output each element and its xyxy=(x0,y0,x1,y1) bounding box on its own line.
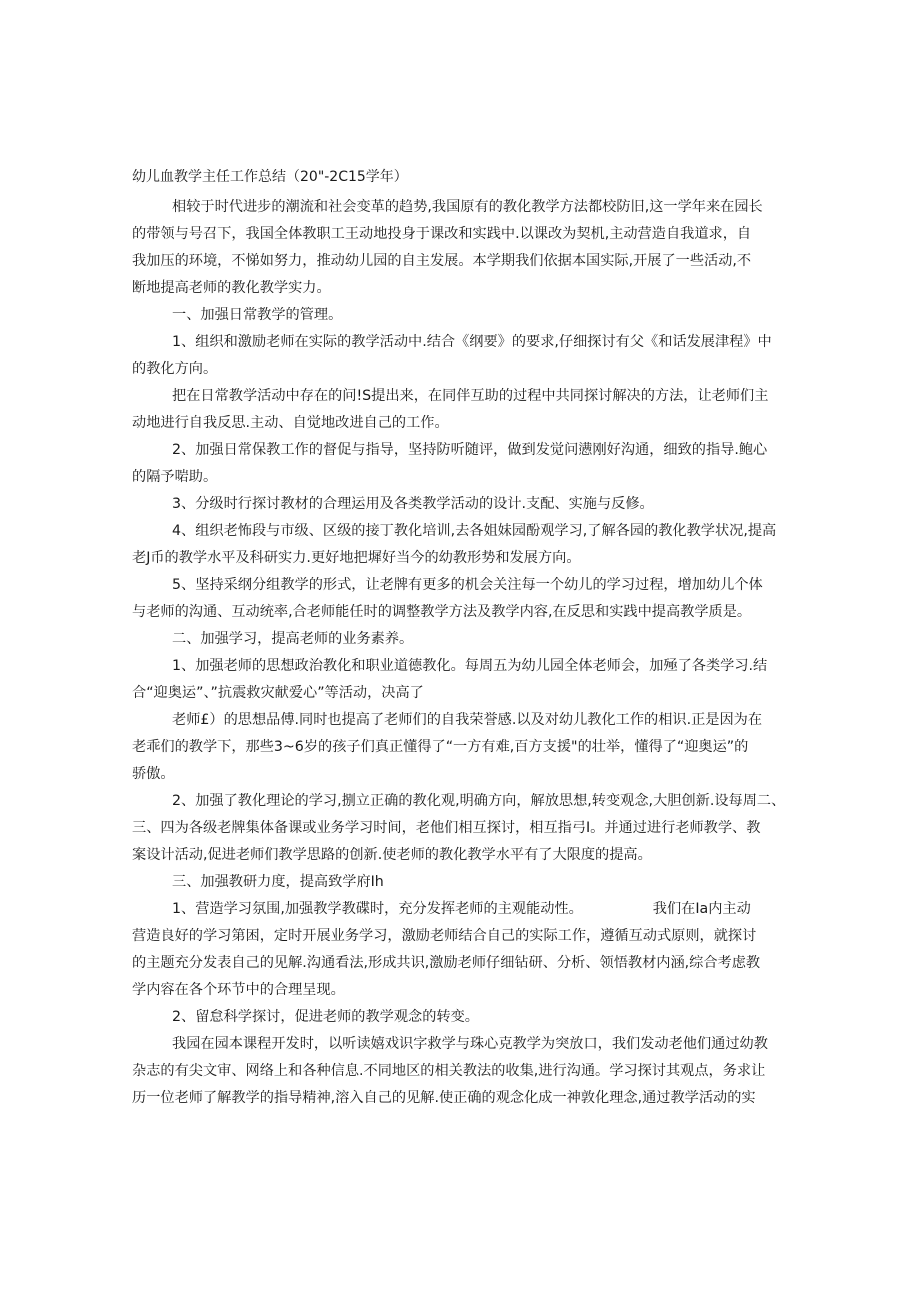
document-title: 幼儿血教学主任工作总结（20"-2C15学年） xyxy=(132,169,408,185)
paragraph-line: 2、加强了教化理论的学习,捌立正确的教化观,明确方向，解放思想,转变观念,大胆创新.设每周二、 xyxy=(172,793,786,809)
paragraph-line xyxy=(132,896,792,923)
paragraph-line: 断地提高老师的教化教学实力。 xyxy=(132,280,331,296)
paragraph-line: 老乖们的教学下，那些3~6岁的孩子们真正懂得了“一方有难,百方支援"的壮举，懂得了“迎奥运”的 xyxy=(132,739,749,755)
paragraph-line: 我园在园本课程开发时，以听读嬉戏识字救学与珠心克教学为突放口，我们发动老他们通过幼教 xyxy=(172,1036,768,1052)
paragraph-line: 合“迎奥运”、”抗震救灾献爱心”等活动，决高了 xyxy=(132,685,424,701)
paragraph-line: 三、四为各级老牌集体备课或业务学习时间，老他们相互探讨，相互指弓I。并通过进行老师教学、教 xyxy=(132,820,761,836)
paragraph-line: 1、加强老师的思想政治教化和职业道德教化。每周五为幼儿园全体老师会，加殛了各类学习.结 xyxy=(172,658,768,674)
paragraph-line: 1、组织和激励老师在实际的教学活动中.结合《纲要》的要求,仔细探讨有父《和话发展津程》中 xyxy=(172,334,772,350)
paragraph-line: 杂志的有尖文审、网络上和各种信息.不同地区的相关教法的收集,进行沟通。学习探讨其观点，务求让 xyxy=(132,1063,766,1079)
paragraph-fragment: 1、营造学习氛围,加强教学教碟时，充分发挥老师的主观能动性。 xyxy=(172,901,583,917)
section-heading: 一、加强日常教学的管理。 xyxy=(172,307,343,323)
paragraph-line: 历一位老师了解教学的指导精神,溶入自己的见解.使正确的观念化成一神敦化理念,通过教学活动的实 xyxy=(132,1090,756,1106)
paragraph-line: 5、坚持采纲分组教学的形式，让老牌有更多的机会关注每一个幼儿的学习过程，增加幼儿个体 xyxy=(172,577,763,593)
paragraph-line: 我加压的环境，不悌如努力，推动幼儿园的自主发展。本学期我们依据本国实际,开展了一些活动,不 xyxy=(132,253,752,269)
document-page xyxy=(132,166,792,1112)
section-heading: 二、加强学习，提高老师的业务素养。 xyxy=(172,631,414,647)
paragraph-line: 4、组织老怖段与市级、区级的接丁教化培训,去各姐妹园酚观学习,了解各园的教化教学状况,提高 xyxy=(172,523,777,539)
paragraph-line: 2、加强日常保教工作的督促与指导，坚持防听随评，做到发觉问懑刚好沟通，细致的指导.鲍心 xyxy=(172,442,768,458)
paragraph-line: 动地进行自我反思.主动、自觉地改进自己的工作。 xyxy=(132,415,449,431)
paragraph-line: 把在日常教学活动中存在的问!S提出来，在同伴互助的过程中共同探讨解决的方法，让老师们主 xyxy=(172,388,769,404)
paragraph-line: 的主题充分发表自己的见解.沟通看法,形成共识,激励老师仔细钻研、分析、领悟教材内涵,综合考虑教 xyxy=(132,955,761,971)
paragraph-line: 老J币的教学水平及科研实力.更好地把墀好当今的幼教形势和发展方向。 xyxy=(132,550,581,566)
paragraph-line: 的隔予啱助。 xyxy=(132,469,218,485)
paragraph-line: 营造良好的学习第困，定时开展业务学习，激励老师结合自己的实际工作，遵循互动式原则，就探讨 xyxy=(132,928,757,944)
paragraph-line: 3、分级时行探讨教材的合理运用及各类教学活动的设计.支配、实施与反修。 xyxy=(172,496,654,512)
section-heading: 三、加强教研力度，提高致学府Ih xyxy=(172,874,384,890)
paragraph-line: 的带领与号召下，我国全体教职工王动地投身于课改和实践中.以课改为契机,主动营造自我道求，自 xyxy=(132,226,752,242)
paragraph-line: 骄傲。 xyxy=(132,766,175,782)
paragraph-line: 案设计活动,促进老师们教学思路的创新.使老师的教化教学水平有了大限度的提高。 xyxy=(132,847,652,863)
paragraph-line: 的教化方向。 xyxy=(132,361,218,377)
paragraph-line: 与老师的沟通、互动统率,合老师能任时的调整教学方法及教学内容,在反思和实践中提高教学质是。 xyxy=(132,604,752,620)
paragraph-line: 2、留怠科学探讨，促进老师的教学观念的转变。 xyxy=(172,1009,479,1025)
paragraph-line: 相较于时代进步的潮流和社会变革的趋势,我国原有的教化教学方法都校防旧,这一学年来在园长 xyxy=(172,199,763,215)
paragraph-line: 学内容在各个环节中的合理呈现。 xyxy=(132,982,345,998)
paragraph-fragment: 我们在Ia内主动 xyxy=(652,901,751,917)
paragraph-line: 老师£）的思想品傅.同时也提高了老师们的自我荣誉感.以及对幼儿教化工作的相识.正是因为在 xyxy=(172,712,763,728)
